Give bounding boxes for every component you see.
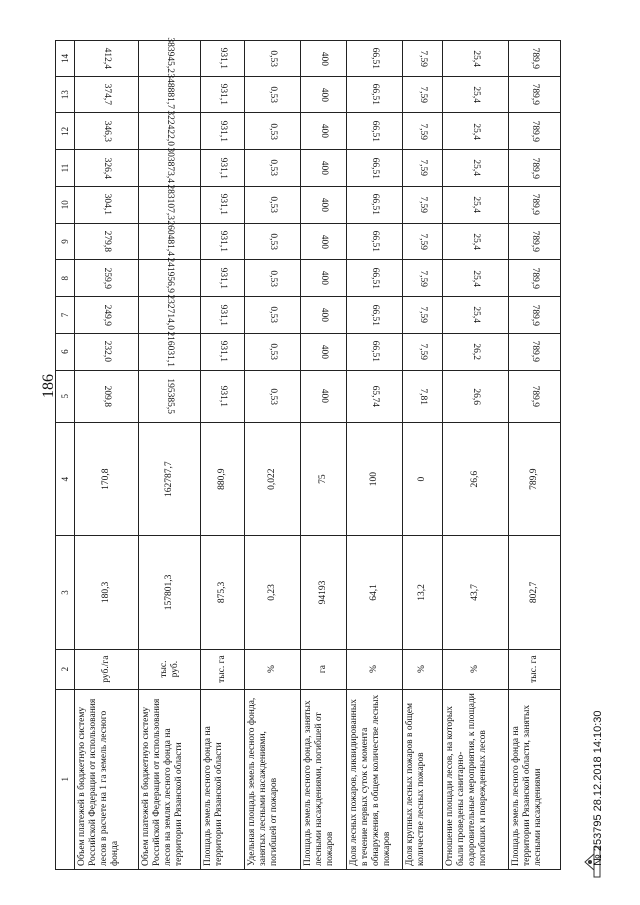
year-value-cell: [509, 297, 561, 334]
unit-cell: га: [301, 649, 347, 689]
year-value-cell: [347, 333, 403, 370]
year-value-cell: [75, 186, 139, 223]
header-cell: 7: [56, 297, 75, 334]
value-text: 66,51: [369, 340, 380, 363]
value-text: 348881,7: [164, 73, 175, 110]
base-value-cell: 157801,3: [139, 536, 201, 649]
header-cell: 6: [56, 333, 75, 370]
value-text: 7,59: [417, 269, 428, 287]
value-text: 789,9: [529, 230, 540, 253]
value-text: 931,1: [217, 157, 228, 179]
header-cell: 8: [56, 260, 75, 297]
current-value-cell: 0,022: [245, 422, 301, 535]
year-value-cell: [201, 260, 245, 297]
value-text: 7,59: [417, 159, 428, 177]
year-value-cell: [509, 186, 561, 223]
value-text: 789,9: [529, 267, 540, 289]
year-value-cell: [301, 186, 347, 223]
value-text: 400: [318, 124, 329, 139]
current-value-cell: 26,6: [443, 422, 509, 535]
rotated-table-container: [55, 37, 560, 870]
current-value-cell: 162787,7: [139, 422, 201, 535]
unit-cell: %: [403, 649, 443, 689]
table-row: [509, 41, 561, 870]
value-text: 931,1: [217, 83, 228, 106]
value-text: 0,53: [267, 387, 278, 405]
year-value-cell: [139, 257, 201, 297]
indicator-name-cell: Площадь земель лесного фонда на территории Рязанской области: [201, 689, 245, 869]
value-text: 7,59: [417, 50, 428, 67]
value-text: 249,9: [101, 304, 112, 326]
value-text: 931,1: [217, 304, 228, 326]
value-text: 0,53: [267, 233, 278, 250]
year-value-cell: [443, 186, 509, 223]
table-row: [201, 41, 245, 870]
indicators-table: [55, 37, 561, 870]
value-text: 25,4: [470, 306, 481, 324]
value-text: 400: [318, 51, 329, 66]
year-value-cell: [509, 41, 561, 77]
year-value-cell: [403, 76, 443, 113]
value-text: 400: [318, 307, 329, 323]
value-text: 400: [318, 87, 329, 102]
value-text: 326,4: [101, 157, 112, 179]
value-text: 374,7: [101, 83, 112, 106]
value-text: 25,4: [470, 86, 481, 103]
year-value-cell: [443, 113, 509, 150]
value-text: 209,8: [101, 385, 112, 407]
current-value-cell: 170,8: [75, 422, 139, 535]
year-value-cell: [403, 333, 443, 370]
header-cell: 12: [56, 113, 75, 150]
value-text: 232,0: [101, 340, 112, 363]
current-value-cell: 75: [301, 422, 347, 535]
year-value-cell: [75, 260, 139, 297]
year-value-cell: [245, 370, 301, 422]
year-value-cell: [75, 297, 139, 334]
value-text: 0,53: [267, 306, 278, 324]
value-text: 66,51: [369, 83, 380, 106]
year-value-cell: [301, 76, 347, 113]
value-text: 789,9: [529, 385, 540, 407]
year-value-cell: [509, 150, 561, 187]
unit-cell: тыс. руб.: [139, 649, 201, 689]
year-value-cell: [245, 150, 301, 187]
value-text: 7,59: [417, 123, 428, 140]
year-value-cell: [509, 113, 561, 150]
value-text: 7,59: [417, 86, 428, 103]
header-cell: 10: [56, 186, 75, 223]
year-value-cell: [347, 260, 403, 297]
year-value-cell: [347, 76, 403, 113]
year-value-cell: [347, 370, 403, 422]
indicator-name-cell: Объем платежей в бюджетную систему Российской Федерации от использования лесов в расчете на 1 га земель лесного фонда: [75, 689, 139, 869]
table-row: [245, 41, 301, 870]
value-text: 25,4: [470, 233, 481, 250]
value-text: 346,3: [101, 120, 112, 143]
value-text: 7,59: [417, 233, 428, 250]
value-text: 216031,1: [164, 330, 175, 367]
year-value-cell: [139, 73, 201, 113]
value-text: 25,4: [470, 50, 481, 67]
value-text: 0,53: [267, 50, 278, 67]
year-value-cell: [347, 113, 403, 150]
value-text: 66,51: [369, 267, 380, 289]
header-cell: 13: [56, 76, 75, 113]
year-value-cell: [443, 370, 509, 422]
value-text: 789,9: [529, 83, 540, 106]
header-cell: 1: [56, 689, 75, 869]
year-value-cell: [301, 297, 347, 334]
value-text: 25,4: [470, 159, 481, 177]
value-text: 931,1: [217, 267, 228, 289]
current-value-cell: 880,9: [201, 422, 245, 535]
year-value-cell: [347, 223, 403, 260]
base-value-cell: 64,1: [347, 536, 403, 649]
year-value-cell: [443, 150, 509, 187]
year-value-cell: [139, 110, 201, 150]
value-text: 279,8: [101, 230, 112, 253]
year-value-cell: [201, 113, 245, 150]
year-value-cell: [403, 186, 443, 223]
header-cell: 11: [56, 150, 75, 187]
value-text: 789,9: [529, 340, 540, 363]
year-value-cell: [301, 260, 347, 297]
value-text: 283107,3: [164, 184, 175, 220]
value-text: 400: [318, 344, 329, 359]
year-value-cell: [245, 186, 301, 223]
value-text: 25,4: [470, 123, 481, 140]
value-text: 931,1: [217, 385, 228, 407]
unit-cell: %: [245, 649, 301, 689]
table-row: [347, 41, 403, 870]
year-value-cell: [403, 150, 443, 187]
value-text: 0,53: [267, 343, 278, 360]
year-value-cell: [139, 186, 201, 223]
year-value-cell: [245, 260, 301, 297]
current-value-cell: 0: [403, 422, 443, 535]
year-value-cell: [245, 333, 301, 370]
unit-cell: тыс. га: [509, 649, 561, 689]
header-cell: 14: [56, 41, 75, 77]
year-value-cell: [201, 223, 245, 260]
year-value-cell: [201, 370, 245, 422]
base-value-cell: 94193: [301, 536, 347, 649]
value-text: 232714,0: [164, 294, 175, 330]
year-value-cell: [403, 260, 443, 297]
value-text: 400: [318, 234, 329, 249]
value-text: 931,1: [217, 194, 228, 216]
table-row: [301, 41, 347, 870]
value-text: 931,1: [217, 120, 228, 143]
year-value-cell: [403, 297, 443, 334]
year-value-cell: [443, 41, 509, 77]
page-number: 186: [40, 374, 57, 398]
indicator-name-cell: Доля лесных пожаров, ликвидированных в течение первых суток с момента обнаружения, в общем количестве лесных пожаров: [347, 689, 403, 869]
year-value-cell: [301, 150, 347, 187]
indicator-name-cell: Доля крупных лесных пожаров в общем количестве лесных пожаров: [403, 689, 443, 869]
year-value-cell: [201, 333, 245, 370]
value-text: 0,53: [267, 159, 278, 177]
year-value-cell: [301, 113, 347, 150]
year-value-cell: [347, 186, 403, 223]
value-text: 303873,4: [164, 147, 175, 183]
year-value-cell: [201, 41, 245, 77]
header-cell: 4: [56, 422, 75, 535]
value-text: 7,81: [417, 387, 428, 405]
year-value-cell: [75, 76, 139, 113]
year-value-cell: [139, 220, 201, 260]
value-text: 7,59: [417, 306, 428, 324]
value-text: 400: [318, 197, 329, 212]
year-value-cell: [201, 186, 245, 223]
table-row: [139, 41, 201, 870]
registration-footer: № 253795 28.12.2018 14:10:30: [592, 710, 604, 866]
value-text: 195385,5: [164, 378, 175, 415]
value-text: 25,4: [470, 269, 481, 287]
value-text: 400: [318, 160, 329, 176]
value-text: 66,51: [369, 304, 380, 326]
year-value-cell: [245, 113, 301, 150]
year-value-cell: [301, 223, 347, 260]
unit-cell: %: [443, 649, 509, 689]
value-text: 304,1: [101, 194, 112, 216]
table-row: [443, 41, 509, 870]
year-value-cell: [301, 333, 347, 370]
base-value-cell: 43,7: [443, 536, 509, 649]
value-text: 789,9: [529, 304, 540, 326]
value-text: 0,53: [267, 196, 278, 214]
value-text: 66,51: [369, 157, 380, 179]
indicator-name-cell: Удельная площадь земель лесного фонда, занятых лесными насаждениями, погибшей от пожаров: [245, 689, 301, 869]
year-value-cell: [139, 370, 201, 422]
year-value-cell: [139, 37, 201, 77]
unit-cell: тыс. га: [201, 649, 245, 689]
header-row: [56, 41, 75, 870]
value-text: 66,51: [369, 194, 380, 216]
value-text: 0,53: [267, 269, 278, 287]
year-value-cell: [509, 223, 561, 260]
year-value-cell: [509, 76, 561, 113]
value-text: 931,1: [217, 47, 228, 70]
header-cell: 2: [56, 649, 75, 689]
value-text: 383945,2: [164, 37, 175, 73]
value-text: 0,53: [267, 123, 278, 140]
base-value-cell: 0,23: [245, 536, 301, 649]
year-value-cell: [403, 223, 443, 260]
base-value-cell: 875,3: [201, 536, 245, 649]
year-value-cell: [245, 76, 301, 113]
value-text: 789,9: [529, 157, 540, 179]
year-value-cell: [509, 260, 561, 297]
year-value-cell: [443, 260, 509, 297]
value-text: 931,1: [217, 230, 228, 253]
value-text: 0,53: [267, 86, 278, 103]
year-value-cell: [347, 297, 403, 334]
year-value-cell: [509, 333, 561, 370]
value-text: 66,51: [369, 230, 380, 253]
year-value-cell: [443, 76, 509, 113]
value-text: 789,9: [529, 120, 540, 143]
year-value-cell: [347, 41, 403, 77]
indicator-name-cell: Отношение площади лесов, на которых были проведены санитарно-оздоровительные мероприятия, к площади погибших и поврежденных лесов: [443, 689, 509, 869]
current-value-cell: 100: [347, 422, 403, 535]
value-text: 412,4: [101, 47, 112, 70]
unit-cell: %: [347, 649, 403, 689]
year-value-cell: [201, 150, 245, 187]
base-value-cell: 802,7: [509, 536, 561, 649]
value-text: 400: [318, 389, 329, 404]
year-value-cell: [201, 76, 245, 113]
year-value-cell: [75, 41, 139, 77]
base-value-cell: 13,2: [403, 536, 443, 649]
header-cell: 3: [56, 536, 75, 649]
current-value-cell: 789,9: [509, 422, 561, 535]
value-text: 400: [318, 271, 329, 286]
value-text: 25,4: [470, 196, 481, 214]
year-value-cell: [139, 330, 201, 370]
table-row: [75, 41, 139, 870]
year-value-cell: [443, 223, 509, 260]
year-value-cell: [301, 370, 347, 422]
value-text: 66,51: [369, 47, 380, 70]
value-text: 26,2: [470, 343, 481, 360]
year-value-cell: [245, 223, 301, 260]
table-row: [403, 41, 443, 870]
year-value-cell: [245, 41, 301, 77]
year-value-cell: [75, 150, 139, 187]
year-value-cell: [75, 113, 139, 150]
year-value-cell: [509, 370, 561, 422]
year-value-cell: [443, 297, 509, 334]
year-value-cell: [443, 333, 509, 370]
header-cell: 9: [56, 223, 75, 260]
indicator-name-cell: Объем платежей в бюджетную систему Российской Федерации от использования лесов на землях лесного фонда на территории Рязанской области: [139, 689, 201, 869]
value-text: 66,51: [369, 120, 380, 143]
year-value-cell: [75, 333, 139, 370]
year-value-cell: [403, 41, 443, 77]
year-value-cell: [301, 41, 347, 77]
year-value-cell: [139, 294, 201, 334]
year-value-cell: [139, 147, 201, 187]
value-text: 26,6: [470, 387, 481, 405]
value-text: 789,9: [529, 194, 540, 216]
year-value-cell: [201, 297, 245, 334]
value-text: 322422,0: [164, 110, 175, 147]
year-value-cell: [347, 150, 403, 187]
year-value-cell: [75, 370, 139, 422]
indicator-name-cell: Площадь земель лесного фонда на территории Рязанской области, занятых лесными насаждениями: [509, 689, 561, 869]
base-value-cell: 180,3: [75, 536, 139, 649]
header-cell: 5: [56, 370, 75, 422]
indicator-name-cell: Площадь земель лесного фонда, занятых лесными насаждениями, погибшей от пожаров: [301, 689, 347, 869]
value-text: 7,59: [417, 343, 428, 360]
value-text: 259,9: [101, 267, 112, 289]
value-text: 260481,4: [164, 220, 175, 257]
value-text: 931,1: [217, 340, 228, 363]
year-value-cell: [245, 297, 301, 334]
year-value-cell: [403, 113, 443, 150]
value-text: 789,9: [529, 47, 540, 70]
unit-cell: руб./га: [75, 649, 139, 689]
value-text: 241956,9: [164, 257, 175, 294]
value-text: 7,59: [417, 196, 428, 214]
value-text: 65,74: [369, 385, 380, 407]
year-value-cell: [403, 370, 443, 422]
year-value-cell: [75, 223, 139, 260]
